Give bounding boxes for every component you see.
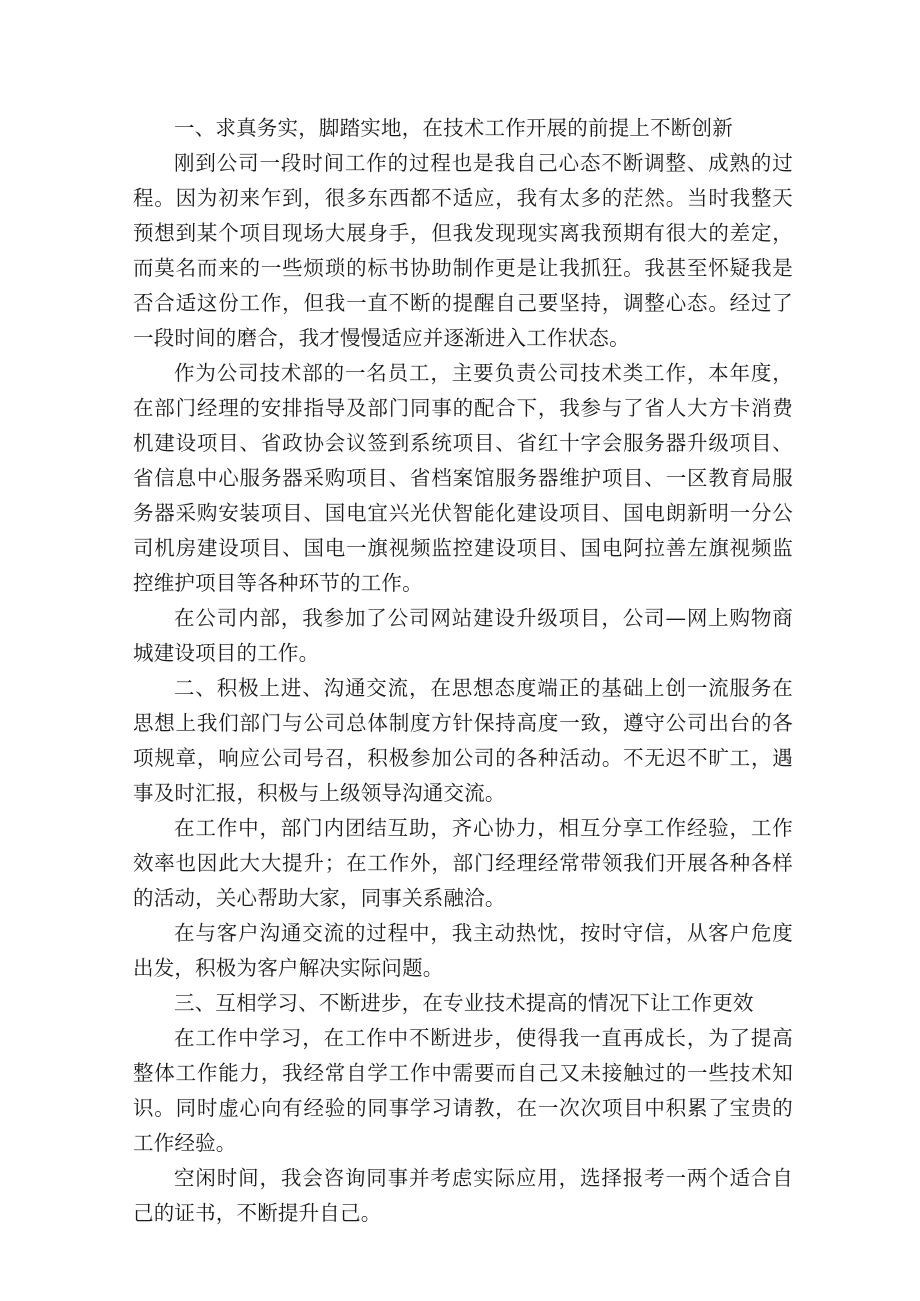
paragraph: 作为公司技术部的一名员工，主要负责公司技术类工作，本年度，在部门经理的安排指导及部门同事的配合下，我参与了省人大方卡消费机建设项目、省政协会议签到系统项目、省红十字会服务器升级项目、省信息中心服务器采购项目、省档案馆服务器维护项目、一区教育局服务器采购安装项目、国电宜兴光伏智能化建设项目、国电朗新明一分公司机房建设项目、国电一旗视频监控建设项目、国电阿拉善左旗视频监控维护项目等各种环节的工作。 (133, 361, 793, 595)
document-body (133, 111, 793, 1231)
paragraph: 在工作中，部门内团结互助，齐心协力，相互分享工作经验，工作效率也因此大大提升；在工作外，部门经理经常带领我们开展各种各样的活动，关心帮助大家，同事关系融洽。 (133, 816, 793, 910)
section-heading-2: 二、积极上进、沟通交流，在思想态度端正的基础上创一流服务在思想上我们部门与公司总体制度方针保持高度一致，遵守公司出台的各项规章，响应公司号召，积极参加公司的各种活动。不无迟不旷工，遇事及时汇报，积极与上级领导沟通交流。 (133, 676, 793, 805)
paragraph: 在工作中学习，在工作中不断进步，使得我一直再成长，为了提高整体工作能力，我经常自学工作中需要而自己又未接触过的一些技术知识。同时虚心向有经验的同事学习请教，在一次次项目中积累了宝贵的工作经验。 (133, 1026, 793, 1155)
paragraph: 在公司内部，我参加了公司网站建设升级项目，公司—网上购物商城建设项目的工作。 (133, 606, 793, 665)
section-heading-1: 一、求真务实，脚踏实地，在技术工作开展的前提上不断创新 (174, 116, 733, 140)
section-heading-3: 三、互相学习、不断进步，在专业技术提高的情况下让工作更效 (174, 991, 754, 1015)
paragraph: 刚到公司一段时间工作的过程也是我自己心态不断调整、成熟的过程。因为初来乍到，很多东西都不适应，我有太多的茫然。当时我整天预想到某个项目现场大展身手，但我发现现实离我预期有很大的差定，而莫名而来的一些烦琐的标书协助制作更是让我抓狂。我甚至怀疑我是否合适这份工作，但我一直不断的提醒自己要坚持，调整心态。经过了一段时间的磨合，我才慢慢适应并逐渐进入工作状态。 (133, 151, 793, 350)
paragraph: 空闲时间，我会咨询同事并考虑实际应用，选择报考一两个适合自己的证书，不断提升自己。 (133, 1166, 793, 1225)
paragraph: 在与客户沟通交流的过程中，我主动热忱，按时守信，从客户危度出发，积极为客户解决实际问题。 (133, 921, 793, 980)
